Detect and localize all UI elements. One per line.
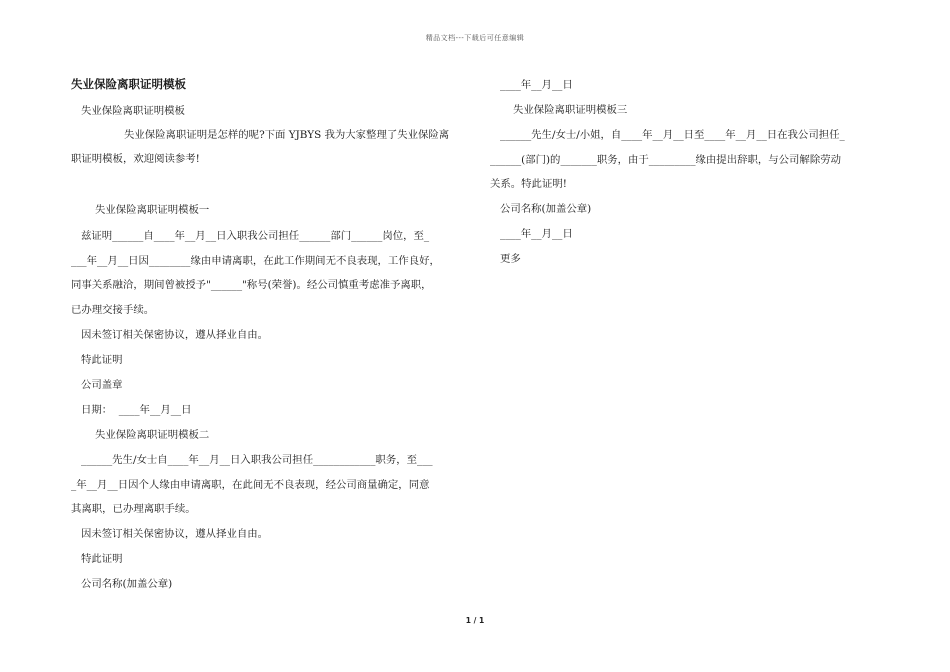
right-date-top: ____年__月__日	[500, 79, 573, 91]
template-2-line-1: ______先生/女士自____年__月__日入职我公司担任____________职务，至___	[81, 454, 433, 466]
more-link[interactable]: 更多	[500, 253, 521, 265]
template-1-line-4: 已办理交接手续。	[71, 304, 155, 316]
template-1-line-2: ___年__月__日因________缘由申请离职，在此工作期间无不良表现，工作良好，	[71, 255, 440, 267]
template-1-line-6: 特此证明	[81, 354, 123, 366]
template-3-line-2: ______(部门)的_______职务，由于_________缘由提出辞职，与公司解除劳动	[490, 154, 841, 166]
template-3-line-5: ____年__月__日	[500, 228, 573, 240]
template-1-line-1: 兹证明______自____年__月__日入职我公司担任______部门______岗位，至_	[81, 230, 430, 242]
template-1-line-5: 因未签订相关保密协议，遵从择业自由。	[81, 329, 269, 341]
template-2-heading: 失业保险离职证明模板二	[95, 429, 210, 441]
template-2-line-5: 特此证明	[81, 553, 123, 565]
page-number: 1 / 1	[465, 616, 485, 625]
document-title: 失业保险离职证明模板	[71, 77, 186, 91]
template-2-line-2: _年__月__日因个人缘由申请离职，在此间无不良表现，经公司商量确定，同意	[71, 479, 430, 491]
template-3-line-4: 公司名称(加盖公章)	[500, 203, 592, 215]
page-header-note: 精品文档---下载后可任意编辑	[425, 34, 525, 42]
template-3-heading: 失业保险离职证明模板三	[513, 104, 628, 116]
template-1-line-3: 同事关系融洽，期间曾被授予"______"称号(荣誉)。经公司慎重考虑准予离职，	[71, 279, 432, 291]
template-3-line-3: 关系。特此证明!	[490, 178, 567, 190]
template-2-line-4: 因未签订相关保密协议，遵从择业自由。	[81, 528, 269, 540]
template-3-line-1: ______先生/女士/小姐，自____年__月__日至____年__月__日在我公司担任_	[500, 129, 845, 141]
template-2-line-3: 其离职，已办理离职手续。	[71, 503, 196, 515]
template-1-line-8: 日期： ____年__月__日	[81, 404, 192, 416]
template-2-line-6: 公司名称(加盖公章)	[81, 578, 173, 590]
template-1-heading: 失业保险离职证明模板一	[95, 204, 210, 216]
template-1-line-7: 公司盖章	[81, 379, 123, 391]
intro-line-1: 失业保险离职证明是怎样的呢?下面 YJBYS 我为大家整理了失业保险离	[124, 129, 450, 141]
intro-line-2: 职证明模板，欢迎阅读参考!	[71, 153, 200, 165]
subtitle: 失业保险离职证明模板	[81, 105, 185, 117]
